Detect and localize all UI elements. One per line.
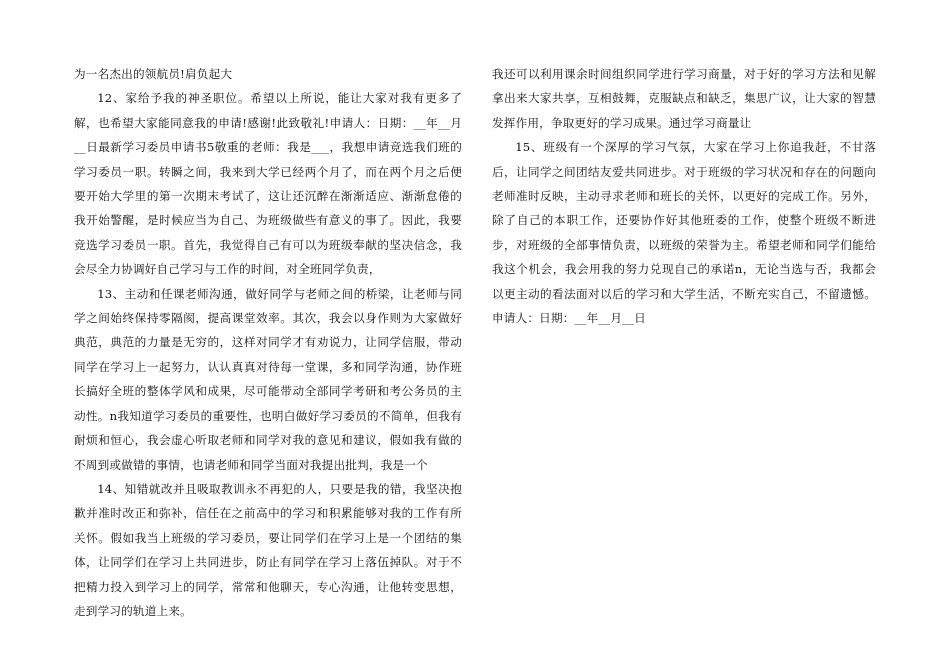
paragraph: 12、家给予我的神圣职位。希望以上所说，能让大家对我有更多了解，也希望大家能同意我的申请!感谢!此致敬礼!申请人：日期：__年__月__日最新学习委员申请书5敬重的老师：我是___，我想申请竞选我们班的学习委员一职。转瞬之间，我来到大学已经两个月了，而在两个月之后便要开始大学里的第一次期末考试了，这让还沉醉在渐渐适应、渐渐怠倦的我开始警醒，是时候应当为自己、为班级做些有意义的事了。因此，我要竞选学习委员一职。首先，我觉得自己有可以为班级奉献的坚决信念，我会尽全力协调好自己学习与工作的时间，对全班同学负责，	[74, 91, 462, 277]
paragraph: 13、主动和任课老师沟通，做好同学与老师之间的桥梁，让老师与同学之间始终保持零隔阂，提高课堂效率。其次，我会以身作则为大家做好典范，典范的力量是无穷的，这样对同学才有劝说力，让同学信服，带动同学在学习上一起努力，认认真真对待每一堂课，多和同学沟通，协作班长搞好全班的整体学风和成果，尽可能带动全部同学考研和考公务员的主动性。n我知道学习委员的重要性，也明白做好学习委员的不简单，但我有耐烦和恒心，我会虚心听取老师和同学对我的意见和建议，假如我有做的不周到或做错的事情，也请老师和同学当面对我提出批判，我是一个	[74, 286, 462, 472]
paragraph: 为一名杰出的领航员!肩负起大	[74, 67, 233, 81]
left-text-column	[74, 62, 462, 623]
paragraph: 14、知错就改并且吸取教训永不再犯的人，只要是我的错，我坚决抱歉并准时改正和弥补，信任在之前高中的学习和积累能够对我的工作有所关怀。假如我当上班级的学习委员，要让同学们在学习上是一个团结的集体，让同学们在学习上共同进步，防止有同学在学习上落伍掉队。对于不把精力投入到学习上的同学，常常和他聊天，专心沟通，让他转变思想，走到学习的轨道上来。	[74, 481, 462, 618]
paragraph: 15、班级有一个深厚的学习气氛，大家在学习上你追我赶，不甘落后，让同学之间团结友爱共同进步。对于班级的学习状况和存在的问题向老师准时反映，主动寻求老师和班长的关怀，以更好的完成工作。另外，除了自己的本职工作，还要协作好其他班委的工作，使整个班级不断进步，对班级的全部事情负责，以班级的荣誉为主。希望老师和同学们能给我这个机会，我会用我的努力兑现自己的承诺n，无论当选与否，我都会以更主动的看法面对以后的学习和大学生活，不断充实自己，不留遗憾。申请人：日期：__年__月__日	[492, 140, 876, 326]
right-text-column	[492, 62, 876, 330]
paragraph: 我还可以利用课余时间组织同学进行学习商量，对于好的学习方法和见解拿出来大家共享，互相鼓舞，克服缺点和缺乏，集思广议，让大家的智慧发挥作用，争取更好的学习成果。通过学习商量让	[492, 67, 876, 130]
